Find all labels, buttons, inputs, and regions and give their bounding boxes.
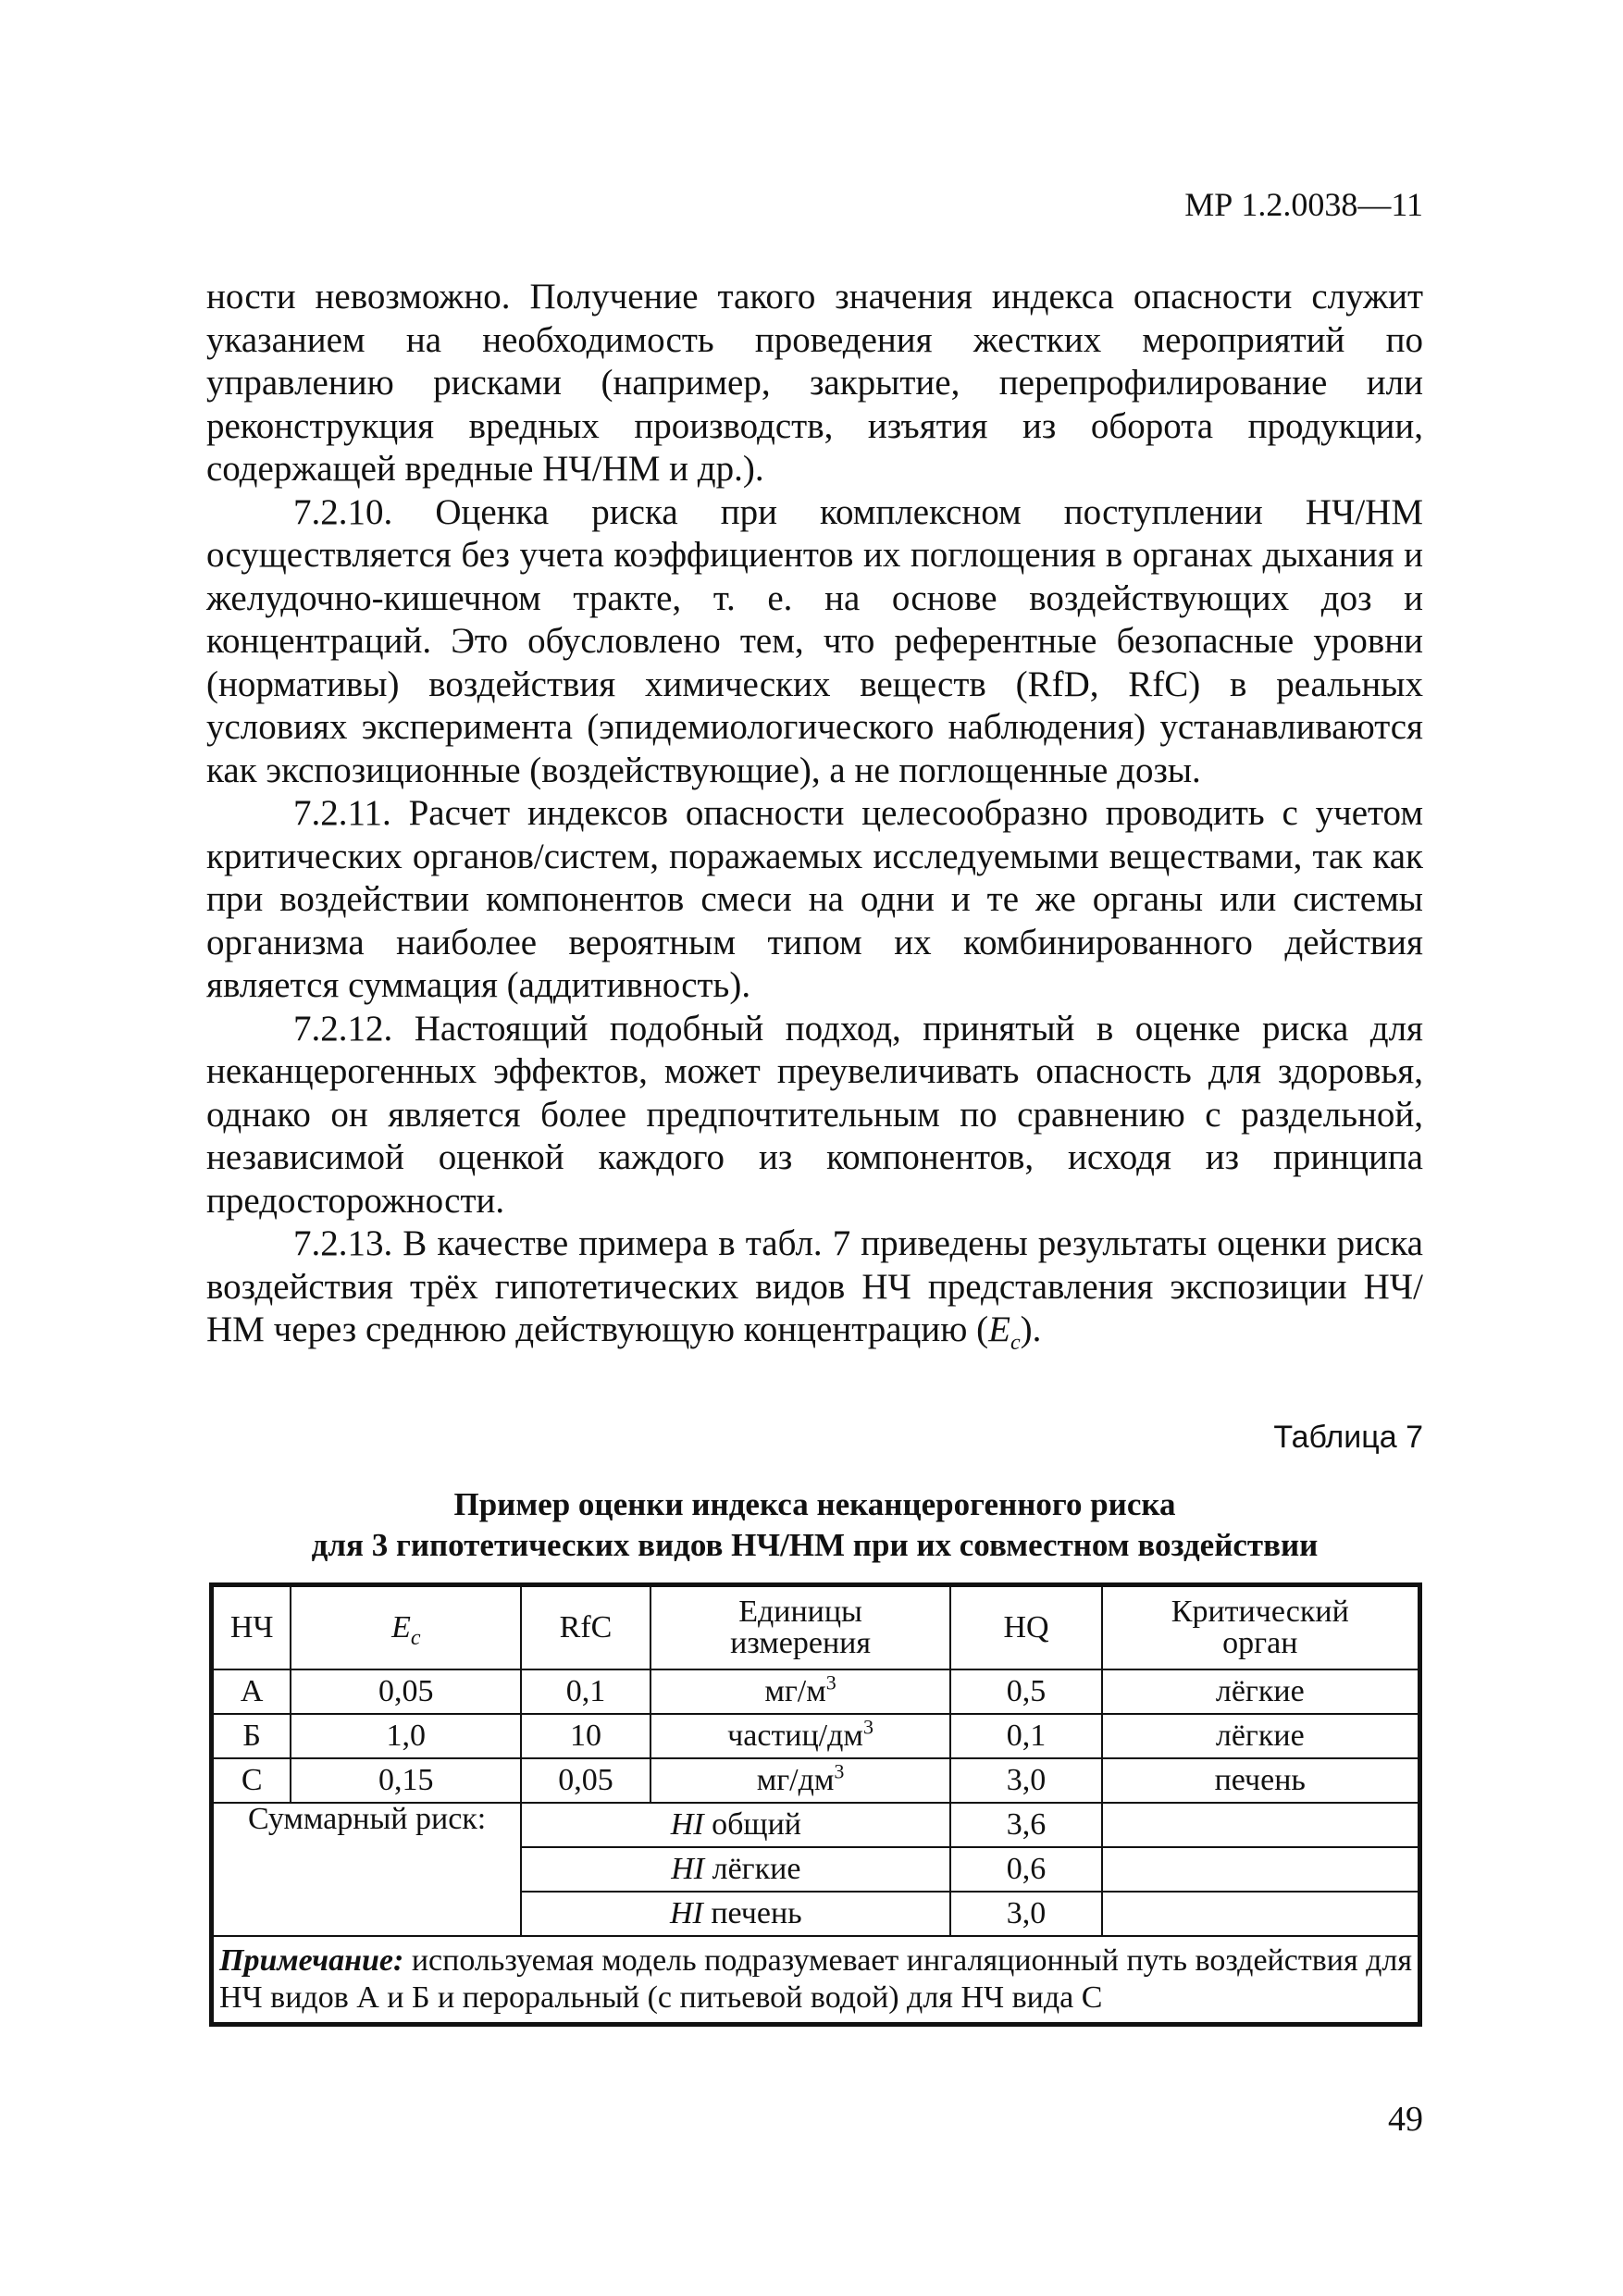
document-header: МР 1.2.0038—11	[1184, 186, 1423, 223]
summary-label: Суммарный риск:	[212, 1803, 522, 1936]
paragraph: 7.2.10. Оценка риска при комплексном поступлении НЧ/НМ осуществляется без учета коэффициентов их поглощения в органах дыхания и желудочно-кишечном тракте, т. е. на основе воздействующих доз и концентраций. Это обусловлено тем, что референтные безопасные уровни (нормативы) воздействия химических веществ (RfD, RfC) в реальных условиях эксперимента (эпидемиологического наблюдения) устанавливаются как экспозиционные (воздействующие), а не поглощенные дозы.	[206, 491, 1423, 790]
summary-hi-cell	[521, 1892, 950, 1936]
paragraph: 7.2.12. Настоящий подобный подход, принятый в оценке риска для неканцерогенных эффектов, может преувеличивать опасность для здоровья, однако он является более предпочтительным по сравнению с раздельной, независимой оценкой каждого из компонентов, исходя из принципа предосторожности.	[206, 1008, 1423, 1221]
hi-symbol: HI	[671, 1852, 705, 1886]
hi-name: общий	[703, 1807, 801, 1842]
header-units-line2: измерения	[730, 1626, 871, 1660]
table-title	[206, 1484, 1423, 1566]
page-number: 49	[1388, 2100, 1423, 2139]
cell-nch: А	[212, 1669, 291, 1714]
cell-ec: 0,05	[291, 1669, 521, 1714]
hi-name: лёгкие	[704, 1852, 801, 1886]
paragraph: ности невозможно. Получение такого значения индекса опасности служит указанием на необходимость проведения жестких мероприятий по управлению рисками (например, закрытие, перепрофилирование или реконструкция вредных производств, изъятия из оборота продукции, содержащей вредные НЧ/НМ и др.).	[206, 277, 1423, 489]
paragraph	[206, 1222, 1423, 1355]
summary-hi-cell	[521, 1847, 950, 1892]
unit-sup: 3	[825, 1670, 836, 1694]
ec-subscript: c	[1010, 1330, 1021, 1355]
header-units	[650, 1585, 951, 1670]
ec-symbol: E	[988, 1309, 1010, 1349]
unit-text: мг/дм	[756, 1763, 835, 1797]
note-label: Примечание:	[219, 1943, 404, 1978]
table-row	[212, 1714, 1420, 1758]
header-hq: HQ	[950, 1585, 1101, 1670]
paragraph-text: 7.2.13. В качестве примера в табл. 7 приведены результаты оценки риска воздействия трёх гипотетических видов НЧ представления экспозиции НЧ/НМ через среднюю действующую концентрацию (	[206, 1223, 1423, 1349]
summary-row	[212, 1803, 1420, 1847]
cell-ec: 0,15	[291, 1758, 521, 1803]
summary-value: 3,0	[950, 1892, 1101, 1936]
summary-hi-cell	[521, 1803, 950, 1847]
paragraph-tail: ).	[1020, 1309, 1042, 1349]
cell-rfc: 0,05	[521, 1758, 650, 1803]
summary-empty	[1102, 1892, 1420, 1936]
table-row	[212, 1669, 1420, 1714]
cell-hq: 3,0	[950, 1758, 1101, 1803]
hi-symbol: HI	[670, 1807, 704, 1842]
cell-organ: лёгкие	[1102, 1714, 1420, 1758]
table-row	[212, 1758, 1420, 1803]
paragraph: 7.2.11. Расчет индексов опасности целесообразно проводить с учетом критических органов/систем, поражаемых исследуемыми веществами, так как при воздействии компонентов смеси на одни и те же органы или системы организма наиболее вероятным типом их комбинированного действия является суммация (аддитивность).	[206, 793, 1423, 1005]
table-header-row	[212, 1585, 1420, 1670]
header-rfc: RfC	[521, 1585, 650, 1670]
summary-empty	[1102, 1847, 1420, 1892]
summary-empty	[1102, 1803, 1420, 1847]
cell-organ: печень	[1102, 1758, 1420, 1803]
header-units-line1: Единицы	[738, 1595, 862, 1629]
header-ec	[291, 1585, 521, 1670]
unit-sup: 3	[862, 1715, 873, 1739]
cell-nch: С	[212, 1758, 291, 1803]
cell-unit	[650, 1714, 951, 1758]
unit-text: частиц/дм	[727, 1719, 863, 1753]
unit-sup: 3	[834, 1759, 845, 1783]
header-ec-sub: c	[410, 1625, 421, 1650]
hi-symbol: HI	[669, 1896, 703, 1930]
table-label: Таблица 7	[1273, 1420, 1423, 1455]
risk-table	[209, 1582, 1422, 2027]
note-text: используемая модель подразумевает ингаляционный путь воздействия для НЧ видов А и Б и пероральный (с питьевой водой) для НЧ вида С	[219, 1943, 1412, 2015]
cell-nch: Б	[212, 1714, 291, 1758]
cell-ec: 1,0	[291, 1714, 521, 1758]
table-title-line: для 3 гипотетических видов НЧ/НМ при их совместном воздействии	[311, 1527, 1319, 1563]
header-nch: НЧ	[212, 1585, 291, 1670]
summary-value: 0,6	[950, 1847, 1101, 1892]
cell-rfc: 0,1	[521, 1669, 650, 1714]
unit-text: мг/м	[764, 1674, 826, 1708]
cell-unit	[650, 1758, 951, 1803]
header-organ-line1: Критический	[1171, 1595, 1349, 1629]
header-ec-main: E	[391, 1610, 411, 1644]
header-organ	[1102, 1585, 1420, 1670]
hi-name: печень	[702, 1896, 802, 1930]
cell-organ: лёгкие	[1102, 1669, 1420, 1714]
table-title-line: Пример оценки индекса неканцерогенного риска	[453, 1486, 1176, 1522]
body-text	[206, 276, 1423, 1355]
cell-unit	[650, 1669, 951, 1714]
header-organ-line2: орган	[1222, 1626, 1298, 1660]
note-row	[212, 1936, 1420, 2025]
cell-hq: 0,5	[950, 1669, 1101, 1714]
summary-value: 3,6	[950, 1803, 1101, 1847]
cell-rfc: 10	[521, 1714, 650, 1758]
table-note	[212, 1936, 1420, 2025]
cell-hq: 0,1	[950, 1714, 1101, 1758]
